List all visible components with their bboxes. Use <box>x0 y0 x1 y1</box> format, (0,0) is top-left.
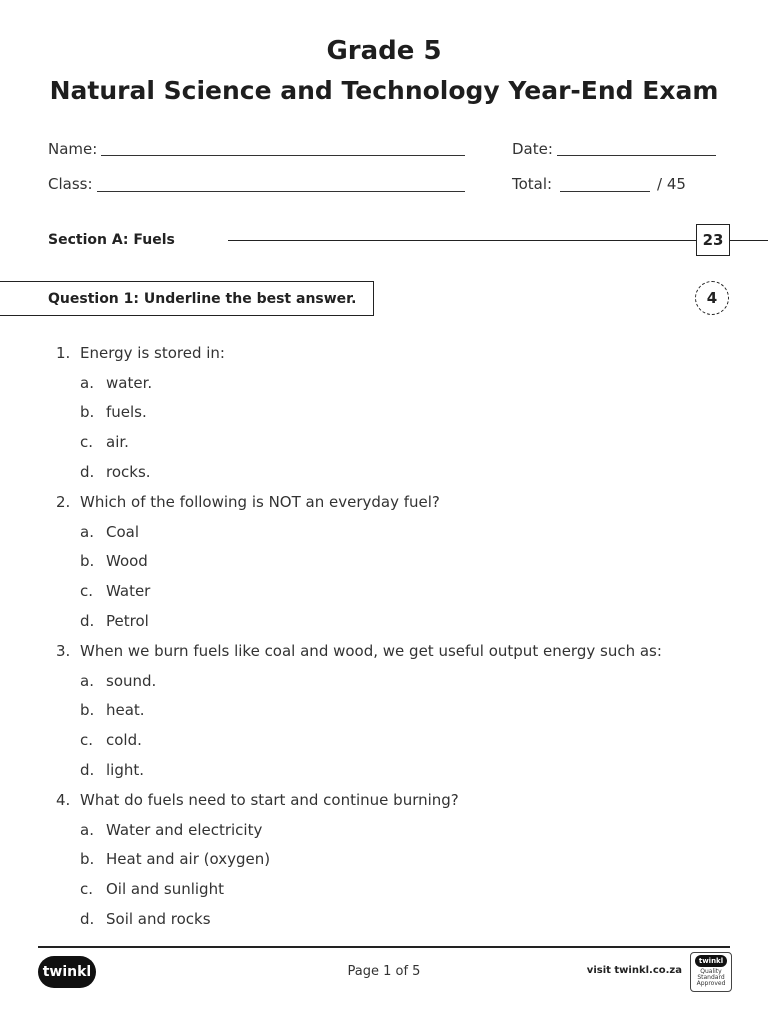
footer-divider <box>38 946 730 948</box>
question-item <box>48 785 738 815</box>
option-letter: d. <box>80 761 95 780</box>
option-text: heat. <box>106 701 145 720</box>
question-text: Energy is stored in: <box>80 343 225 362</box>
section-a-marks: 23 <box>696 224 730 256</box>
option-letter: b. <box>80 552 95 571</box>
option-letter: b. <box>80 850 95 869</box>
option-letter: d. <box>80 463 95 482</box>
total-max: / 45 <box>657 175 686 193</box>
question-item <box>48 487 738 517</box>
option-text: sound. <box>106 671 157 690</box>
option-letter: c. <box>80 433 94 452</box>
option-letter: c. <box>80 731 94 750</box>
option-text: Water <box>106 582 151 601</box>
answer-option[interactable] <box>48 547 738 577</box>
answer-option[interactable] <box>48 874 738 904</box>
section-a-label: Section A: Fuels <box>48 232 175 248</box>
class-field-line[interactable] <box>97 191 465 192</box>
option-text: water. <box>106 373 153 392</box>
question-item <box>48 636 738 666</box>
question-text: When we burn fuels like coal and wood, we get useful output energy such as: <box>80 641 662 660</box>
option-text: air. <box>106 433 129 452</box>
question-1-marks: 4 <box>695 281 729 315</box>
answer-option[interactable] <box>48 606 738 636</box>
answer-option[interactable] <box>48 666 738 696</box>
question-text: What do fuels need to start and continue burning? <box>80 790 459 809</box>
option-text: Coal <box>106 522 140 541</box>
quality-badge-icon <box>690 952 732 992</box>
option-letter: d. <box>80 910 95 929</box>
question-number: 2. <box>56 492 71 511</box>
option-text: light. <box>106 761 145 780</box>
option-text: fuels. <box>106 403 147 422</box>
option-letter: c. <box>80 582 94 601</box>
option-text: Heat and air (oxygen) <box>106 850 271 869</box>
section-divider <box>228 240 768 241</box>
option-letter: a. <box>80 522 94 541</box>
question-list <box>48 338 738 934</box>
page-title-exam: Natural Science and Technology Year-End Exam <box>49 76 719 105</box>
option-text: rocks. <box>106 463 151 482</box>
badge-logo: twinkl <box>695 955 727 967</box>
answer-option[interactable] <box>48 815 738 845</box>
question-number: 4. <box>56 790 71 809</box>
visit-link[interactable]: visit twinkl.co.za <box>586 965 682 976</box>
option-letter: b. <box>80 403 95 422</box>
answer-option[interactable] <box>48 576 738 606</box>
answer-option[interactable] <box>48 517 738 547</box>
option-letter: c. <box>80 880 94 899</box>
option-text: Wood <box>106 552 148 571</box>
answer-option[interactable] <box>48 904 738 934</box>
option-text: Soil and rocks <box>106 910 211 929</box>
question-1-instruction-text: Question 1: Underline the best answer. <box>48 290 357 307</box>
option-text: Oil and sunlight <box>106 880 224 899</box>
date-label: Date: <box>512 140 553 158</box>
question-item <box>48 338 738 368</box>
option-text: Water and electricity <box>106 820 263 839</box>
question-number: 1. <box>56 343 71 362</box>
badge-text: Quality Standard Approved <box>696 968 726 987</box>
class-label: Class: <box>48 175 93 193</box>
name-label: Name: <box>48 140 98 158</box>
option-letter: b. <box>80 701 95 720</box>
date-field-line[interactable] <box>557 155 716 156</box>
option-letter: a. <box>80 820 94 839</box>
option-text: Petrol <box>106 612 149 631</box>
option-letter: d. <box>80 612 95 631</box>
question-text: Which of the following is NOT an everyday fuel? <box>80 492 440 511</box>
option-letter: a. <box>80 373 94 392</box>
total-label: Total: <box>512 175 553 193</box>
answer-option[interactable] <box>48 696 738 726</box>
answer-option[interactable] <box>48 755 738 785</box>
answer-option[interactable] <box>48 427 738 457</box>
name-field-line[interactable] <box>101 155 465 156</box>
question-1-instruction <box>0 281 374 316</box>
total-field-line[interactable] <box>560 191 650 192</box>
question-number: 3. <box>56 641 71 660</box>
answer-option[interactable] <box>48 725 738 755</box>
answer-option[interactable] <box>48 457 738 487</box>
option-text: cold. <box>106 731 142 750</box>
answer-option[interactable] <box>48 845 738 875</box>
page-title-grade: Grade 5 <box>326 36 442 66</box>
option-letter: a. <box>80 671 94 690</box>
twinkl-logo-text: twinkl <box>42 964 92 980</box>
answer-option[interactable] <box>48 398 738 428</box>
answer-option[interactable] <box>48 368 738 398</box>
page-number: Page 1 of 5 <box>347 964 421 979</box>
